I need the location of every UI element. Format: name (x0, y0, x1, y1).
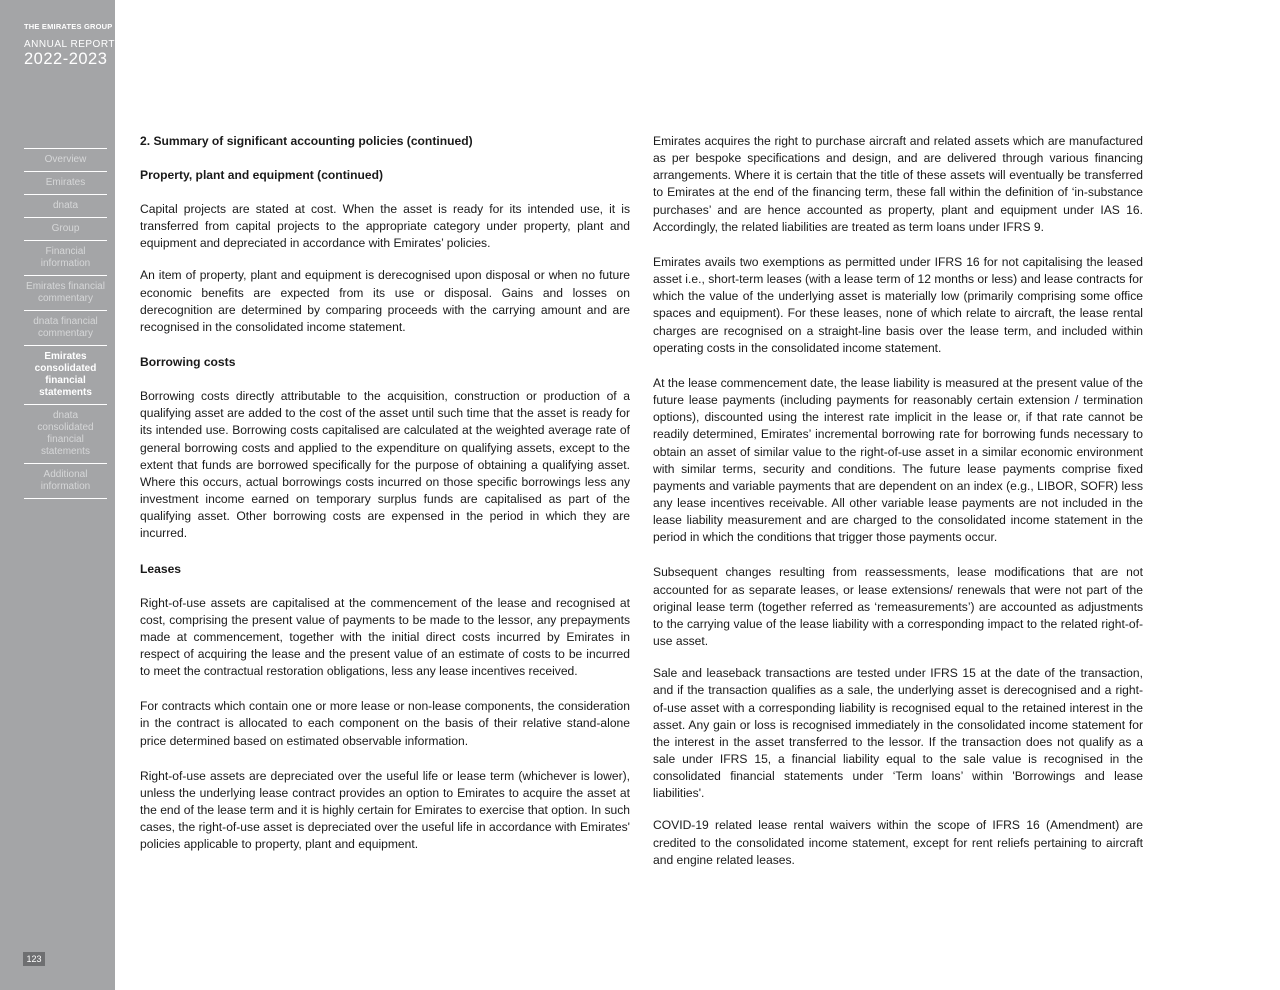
report-years: 2022-2023 (24, 50, 108, 68)
nav-item-emirates-financial-commentary[interactable]: Emirates financial commentary (24, 275, 107, 310)
nav-item-emirates-consolidated-financial-statements[interactable]: Emirates consolidated financial statements (24, 345, 107, 404)
nav-item-emirates[interactable]: Emirates (24, 171, 107, 194)
borrowing-costs-heading: Borrowing costs (140, 355, 236, 370)
right-paragraph-5: Sale and leaseback transactions are tested under IFRS 15 at the date of the transaction, and if the transaction qualifies as a sale, the underlying asset is derecognised and a right-of-use asset with a corresponding liability is recognised equal to the retained interest in the asset. Any gain or loss is recognised immediately in the consolidated income statement for the interest in the asset transferred to the lessor. If the transaction does not qualify as a sale under IFRS 15, a financial liability equal to the sale value is recognised in the consolidated financial statements under ‘Term loans’ within 'Borrowings and lease liabilities'. (653, 666, 1143, 801)
ppe-paragraph-1: Capital projects are stated at cost. When the asset is ready for its intended use, it is transferred from capital projects to the appropriate category under property, plant and equipment and depreciated in accordance with Emirates’ policies. (140, 202, 630, 251)
leases-paragraph-3: Right-of-use assets are depreciated over the useful life or lease term (whichever is lower), unless the underlying lease contract provides an option to Emirates to acquire the asset at the end of the lease term and it is highly certain for Emirates to exercise that option. In such cases, the right-of-use asset is depreciated over the useful life in accordance with Emirates' policies applicable to property, plant and equipment. (140, 768, 630, 852)
brand-block (24, 22, 115, 68)
borrowing-costs-paragraph: Borrowing costs directly attributable to the acquisition, construction or production of a qualifying asset are added to the cost of the asset until such time that the asset is ready for its intended use. Borrowing costs capitalised are calculated at the weighted average rate of general borrowing costs and applied to the expenditure on qualifying assets, except to the extent that funds are borrowed specifically for the purpose of obtaining a qualifying asset. Where this occurs, actual borrowings costs incurred on those specific borrowings less any investment income earned on temporary surplus funds are capitalised as part of the qualifying asset. Other borrowing costs are expensed in the period in which they are incurred. (140, 389, 630, 541)
page-number: 123 (23, 952, 45, 966)
nav-item-dnata[interactable]: dnata (24, 194, 107, 217)
group-name: THE EMIRATES GROUP (24, 22, 113, 31)
nav-item-overview[interactable]: Overview (24, 148, 107, 171)
ppe-paragraph-2: An item of property, plant and equipment is derecognised upon disposal or when no future economic benefits are expected from its use or disposal. Gains and losses on derecognition are determined by comparing proceeds with the carrying amount and are recognised in the consolidated income statement. (140, 268, 630, 334)
right-paragraph-2: Emirates avails two exemptions as permitted under IFRS 16 for not capitalising the leased asset i.e., short-term leases (with a lease term of 12 months or less) and lease contracts for which the value of the underlying asset is materially low (primarily comprising some office spaces and equipment). For these leases, none of which relate to aircraft, the lease rental charges are recognised on a straight-line basis over the lease term, and included within operating costs in the consolidated income statement. (653, 254, 1143, 355)
nav-item-additional-information[interactable]: Additional information (24, 463, 107, 498)
leases-paragraph-2: For contracts which contain one or more lease or non-lease components, the consideration in the contract is allocated to each component on the basis of their relative stand-alone price determined based on estimated observable information. (140, 699, 630, 748)
leases-paragraph-1: Right-of-use assets are capitalised at the commencement of the lease and recognised at cost, comprising the present value of payments to be made to the lessor, any prepayments made at commencement, together with the initial direct costs incurred by Emirates in respect of acquiring the lease and the present value of an estimate of costs to be incurred to meet the contractual restoration obligations, less any lease incentives received. (140, 595, 630, 679)
nav-divider (24, 498, 107, 499)
left-column (140, 133, 630, 869)
right-paragraph-6: COVID-19 related lease rental waivers within the scope of IFRS 16 (Amendment) are credited to the consolidated income statement, except for rent reliefs pertaining to aircraft and engine related leases. (653, 818, 1143, 867)
nav-item-financial-information[interactable]: Financial information (24, 240, 107, 275)
ppe-heading: Property, plant and equipment (continued) (140, 168, 383, 182)
nav-item-dnata-financial-commentary[interactable]: dnata financial commentary (24, 310, 107, 345)
nav-item-dnata-consolidated-financial-statements[interactable]: dnata consolidated financial statements (24, 404, 107, 463)
right-column (653, 133, 1143, 884)
leases-heading: Leases (140, 561, 182, 576)
right-paragraph-4: Subsequent changes resulting from reassessments, lease modifications that are not accounted for as separate leases, or lease extensions/ renewals that were not part of the original lease term (together referred as ‘remeasurements’) are accounted as adjustments to the carrying value of the lease liability with a corresponding impact to the related right-of-use asset. (653, 565, 1143, 649)
right-paragraph-3: At the lease commencement date, the lease liability is measured at the present value of the future lease payments (including payments for reasonably certain extension / termination options), discounted using the interest rate implicit in the lease or, if that rate cannot be readily determined, Emirates’ incremental borrowing rate for borrowing funds necessary to obtain an asset of similar value to the right-of-use asset in a similar economic environment with similar terms, security and conditions. The future lease payments comprise fixed payments and variable payments that are dependent on an index (e.g., LIBOR, SOFR) less any lease incentives receivable. All other variable lease payments are not included in the lease liability measurement and are charged to the consolidated income statement in the period in which the conditions that trigger those payments occur. (653, 375, 1143, 545)
nav-item-group[interactable]: Group (24, 217, 107, 240)
sidebar (0, 0, 115, 990)
section-nav (24, 148, 107, 499)
section-title: 2. Summary of significant accounting policies (continued) (140, 134, 473, 148)
right-paragraph-1: Emirates acquires the right to purchase aircraft and related assets which are manufactured as per bespoke specifications and design, and are delivered through various financing arrangements. Where it is certain that the title of these assets will eventually be transferred to Emirates at the end of the financing term, these fall within the definition of ‘in-substance purchases’ and are hence accounted as property, plant and equipment under IAS 16. Accordingly, the related liabilities are treated as term loans under IFRS 9. (653, 134, 1143, 234)
report-label: ANNUAL REPORT (24, 39, 115, 50)
